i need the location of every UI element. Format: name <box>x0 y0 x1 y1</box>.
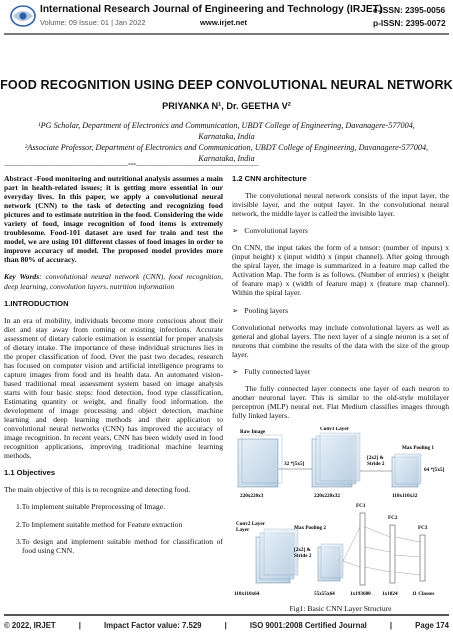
cnn-figure <box>232 427 449 602</box>
objective-item: 3.To design and implement suitable method for classification of food using CNN. <box>16 536 223 555</box>
objective-item: 2.To Implement suitable method for Feature extraction <box>16 519 183 529</box>
journal-url[interactable]: www.irjet.net <box>200 18 247 27</box>
label-maxpool2: Max Pooling 2 <box>294 525 326 531</box>
intro-heading: 1.INTRODUCTION <box>4 298 69 308</box>
dim-d1: 220x220x3 <box>240 493 264 499</box>
ann-k2: 64 *[5x5] <box>424 467 445 473</box>
pissn: p-ISSN: 2395-0072 <box>373 18 446 28</box>
label-maxpool1: Max Pooling 1 <box>402 445 434 451</box>
left-column <box>4 174 223 563</box>
ann-s1a: [2x2] & <box>367 455 384 461</box>
label-conv2: Conv2 Layer <box>236 521 265 527</box>
footer <box>4 621 449 630</box>
footer-copyright: © 2022, IRJET <box>4 621 56 630</box>
label-conv2-layer: Layer <box>236 527 250 533</box>
abstract <box>4 174 223 264</box>
fc-text: The fully connected layer connects one layer of each neuron to another neuronal layer. This is similar to the old-style multilayer perceptron (MLP) neural net. Flat Medium classifies images through fully linked layers. <box>232 383 449 420</box>
raw-image-block <box>238 435 282 487</box>
dim-d4: 110x110x64 <box>234 591 260 597</box>
volume-issue: Volume: 09 Issue: 01 | Jan 2022 <box>40 18 146 27</box>
cnn-intro: The convolutional neural network consists of the input layer, the invisible layer, and the output layer. In the convolutional neural network, the middle layer is called the invisible layer. <box>232 191 449 219</box>
fc2-bar <box>390 525 395 583</box>
label-raw: Raw Image <box>240 429 266 435</box>
abstract-label: Abstract <box>4 174 33 183</box>
paper-title: FOOD RECOGNITION USING DEEP CONVOLUTIONAL NEURAL NETWORK <box>0 78 453 92</box>
footer-rule <box>4 614 449 616</box>
keywords-text: : convolutional neural network (CNN), food recognition, deep learning, convolution layers, nutrition information <box>4 272 223 291</box>
right-column <box>232 174 449 428</box>
footer-iso: ISO 9001:2008 Certified Journal <box>249 621 367 630</box>
fc3-bar <box>420 535 425 581</box>
pool-text: Convolutional networks may include convolutional layers as well as general and global layers. The next layer of a single neuron is a set of neurons that combine the results of the data with the size of the group layer. <box>232 322 449 359</box>
affiliation-2: ²Associate Professor, Department of Electronics and Communication, UBDT College of Engineering, Davanagere-577004, Karnataka, India <box>24 143 429 163</box>
intro-text: In an era of mobility, individuals become more conscious about their diet and stay away from coming or existing infections. Accurate assessment of dietary calorie estimation is essential for proper analysis of dietary intake. The importance of these individual structures lies in the proper classification of food. Over the past two decades, research has focused on computer vision and artificial intelligence programs to capture images from food and its health data. An automated vision-based traditional meal assessment system based on image analysis starts with four basic steps: food detection, food type classification, Estimating quantity or weight, and finally food information. the development of image processing and object detection, machine learning and deep learning methods and their application to convolutional neural networks (CNN) has improved the accuracy of image recognition. In recent years, CNN has been widely used in food recognition applications, improving traditional machine learning methods. <box>4 315 223 461</box>
footer-impact: Impact Factor value: 7.529 <box>104 621 202 630</box>
keywords <box>4 272 223 290</box>
label-fc3: FC3 <box>418 525 428 531</box>
conv2-block <box>256 529 298 583</box>
dim-d7: 1x1024 <box>382 591 398 597</box>
ann-k1: 32 *[5x5] <box>284 461 305 467</box>
header-rule <box>4 33 449 35</box>
footer-sep: | <box>224 621 227 630</box>
keywords-label: Key Words <box>4 272 40 282</box>
conv-text: On CNN, the input takes the form of a tensor: (number of inputs) x (input height) x (input width) x (input channel). After going through the spiral layer, the image is summarized in a feature map called the Activation Map. The form is as follows. (Number of entries) x (height of feature map) x (width of feature map) x (feature map channel). Within the spiral layer. <box>232 243 449 298</box>
dim-d8: 11 Classes <box>412 591 435 597</box>
authors: PRIYANKA N¹, Dr. GEETHA V² <box>162 101 291 111</box>
eissn: e-ISSN: 2395-0056 <box>373 5 446 15</box>
figure-caption: Fig1: Basic CNN Layer Structure <box>289 604 392 613</box>
dim-d3: 110x110x32 <box>392 493 418 499</box>
abstract-text: -Food monitoring and nutritional analysis assumes a main part in health-related issues; it is getting more essential in our everyday lives. In this paper, we apply a convolutional neural network (CNN) to the task of detecting and recognizing food pictures and to estimate nutrition in the food. Considering the wide variety of food, image recognition of food items is extremely troublesome. Food-101 dataset are used for train and test the model, we are using 101 different classes of food images in order to improve accuracy of model. The proposed model provides more than 80% of accuracy. <box>4 174 223 265</box>
bullet-convolutional-layers: ➢ Convolutional layers <box>232 226 449 235</box>
objectives-intro: The main objective of this is to recognize and detecting food. <box>4 485 191 495</box>
journal-name: International Research Journal of Engineering and Technology (IRJET) <box>40 4 383 15</box>
cnn-heading: 1.2 CNN architecture <box>232 174 307 183</box>
section-divider: -------------------------------------------------------------------------***------------------------------------------------------------------------ <box>4 163 259 169</box>
bullet-fully-connected-layer: ➢ Fully connected layer <box>232 367 449 376</box>
footer-sep: | <box>78 621 81 630</box>
objectives-heading: 1.1 Objectives <box>4 468 56 478</box>
footer-sep: | <box>389 621 393 630</box>
dim-d6: 1x193600 <box>350 591 371 597</box>
label-conv1: Conv1 Layer <box>320 427 349 432</box>
objective-item: 1.To implement suitable Preprocessing of Image. <box>16 502 165 512</box>
irjet-logo <box>10 4 36 28</box>
fc-connections <box>343 527 420 575</box>
ann-s2a: [2x2] & <box>294 547 311 553</box>
maxpool2-block <box>318 544 343 581</box>
maxpool1-block <box>392 454 421 487</box>
dim-d2: 220x220x32 <box>314 493 340 499</box>
ann-s2b: Stride 2 <box>294 553 312 559</box>
label-fc1: FC1 <box>356 503 366 509</box>
affiliation-1: ¹PG Scholar, Department of Electronics and Communication, UBDT College of Engineering, Davanagere-577004, Karnataka, India <box>38 121 415 141</box>
conv1-block <box>312 433 360 487</box>
bullet-pooling-layers: ➢ Pooling layers <box>232 306 449 315</box>
fc1-bar <box>360 513 365 585</box>
label-fc2: FC2 <box>388 515 398 521</box>
footer-page: Page 174 <box>415 621 449 630</box>
ann-s1b: Stride 2 <box>367 461 385 467</box>
dim-d5: 55x55x64 <box>314 591 335 597</box>
